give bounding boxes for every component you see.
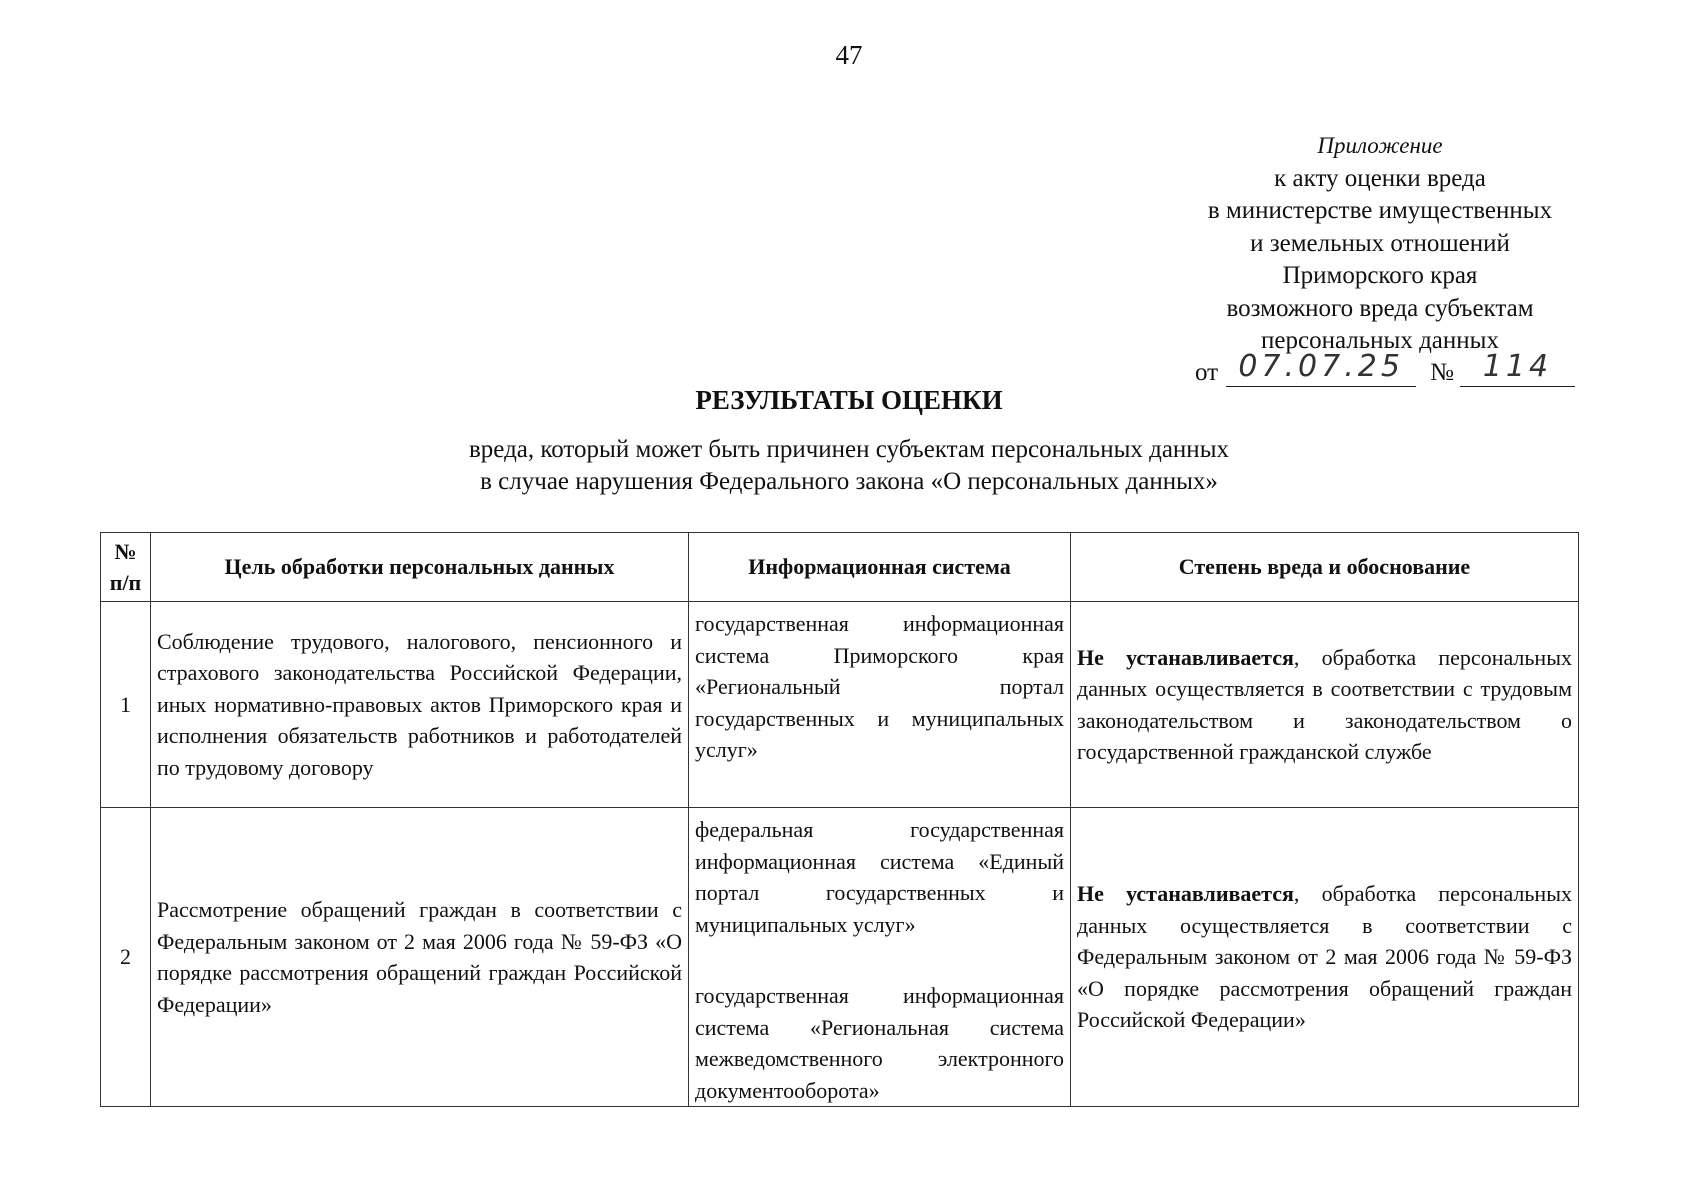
- act-reference: [1195, 350, 1575, 387]
- harm-text: , обработка персональных данных осуществляется в соответствии с Федеральным законом от 2 мая 2006 года № 59-ФЗ «О порядке рассмотрения обращений граждан Российской Федерации»: [1077, 881, 1572, 1033]
- row-number: 1: [101, 602, 151, 808]
- harm-lead: Не устанавливается: [1077, 644, 1294, 670]
- table-row: [101, 808, 1579, 1107]
- header-num: № п/п: [101, 533, 151, 602]
- appendix-line: в министерстве имущественных: [1207, 197, 1553, 224]
- header-harm: Степень вреда и обоснование: [1071, 533, 1579, 602]
- appendix-line: персональных данных: [1261, 327, 1499, 354]
- appendix-block: [1175, 130, 1585, 358]
- appendix-line: возможного вреда субъектам: [1226, 294, 1534, 322]
- system-spacer: [695, 940, 1064, 980]
- row-number: 2: [101, 808, 151, 1107]
- system-entry: федеральная государственная информационная система «Единый портал государственных и муниципальных услуг»: [695, 817, 1064, 937]
- row-purpose: Рассмотрение обращений граждан в соответствии с Федеральным законом от 2 мая 2006 года № 59-ФЗ «О порядке рассмотрения обращений граждан Российской Федерации»: [151, 808, 689, 1107]
- subtitle-line: в случае нарушения Федерального закона «О персональных данных»: [480, 468, 1218, 495]
- system-entry: государственная информационная система «Региональная система межведомственного электронного документооборота»: [695, 983, 1064, 1103]
- appendix-line: к акту оценки вреда: [1274, 164, 1486, 192]
- table-header-row: [101, 533, 1579, 602]
- appendix-line: и земельных отношений: [1250, 229, 1510, 257]
- row-harm: [1071, 808, 1579, 1107]
- row-system: [689, 602, 1071, 808]
- subtitle-line: вреда, который может быть причинен субъектам персональных данных: [469, 436, 1229, 463]
- harm-text: , обработка персональных данных осуществляется в соответствии с трудовым законодательством и законодательством о государственной гражданской службе: [1077, 644, 1572, 764]
- results-table: [100, 532, 1579, 1107]
- page-number: 47: [835, 40, 863, 70]
- handwritten-number: 114: [1460, 350, 1575, 387]
- number-prefix: №: [1430, 359, 1454, 386]
- appendix-heading: Приложение: [1317, 133, 1443, 158]
- row-system: [689, 808, 1071, 1107]
- date-prefix: от: [1195, 359, 1219, 386]
- document-subtitle: [0, 434, 1698, 498]
- appendix-line: Приморского края: [1282, 262, 1478, 289]
- header-purpose: Цель обработки персональных данных: [151, 533, 689, 602]
- system-entry: государственная информационная система Приморского края «Региональный портал государственных и муниципальных услуг»: [695, 611, 1064, 762]
- harm-lead: Не устанавливается: [1077, 881, 1294, 907]
- header-system: Информационная система: [689, 533, 1071, 602]
- document-title: РЕЗУЛЬТАТЫ ОЦЕНКИ: [695, 385, 1003, 415]
- row-harm: [1071, 602, 1579, 808]
- table-row: [101, 602, 1579, 808]
- handwritten-date: 07.07.25: [1226, 350, 1416, 387]
- row-purpose: Соблюдение трудового, налогового, пенсионного и страхового законодательства Российской Федерации, иных нормативно-правовых актов Приморского края и исполнения обязательств работников и работодателей по трудовому договору: [151, 602, 689, 808]
